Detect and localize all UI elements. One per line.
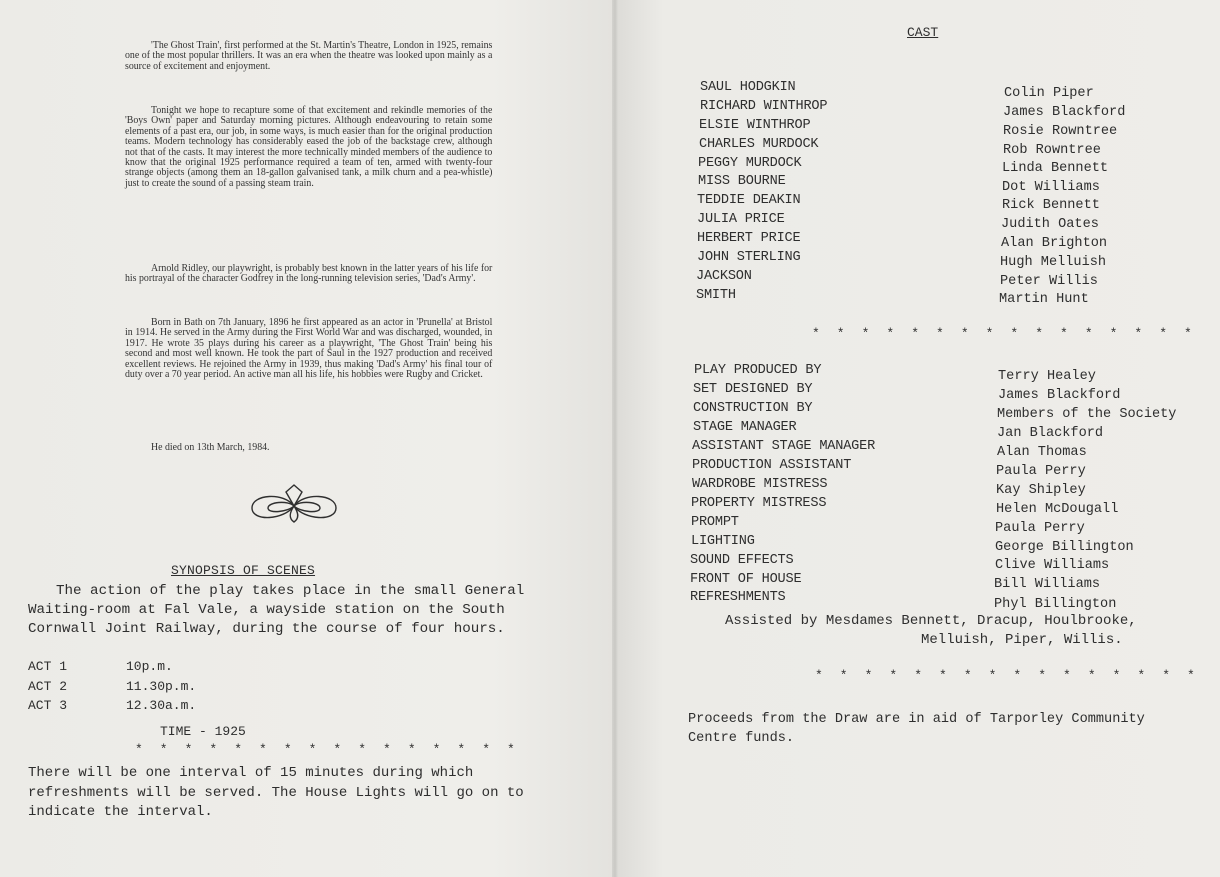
crew-role: ASSISTANT STAGE MANAGER bbox=[692, 439, 876, 454]
cast-role: SMITH bbox=[696, 288, 736, 303]
cast-actor: Colin Piper bbox=[1004, 86, 1094, 101]
cast-role: PEGGY MURDOCK bbox=[698, 156, 802, 171]
cast-role: MISS BOURNE bbox=[698, 174, 786, 189]
crew-name: Members of the Society bbox=[997, 407, 1177, 422]
interval-note: There will be one interval of 15 minutes during which refreshments will be served. The House Lights will go on to indicate the interval. bbox=[28, 765, 524, 820]
cast-role: JACKSON bbox=[696, 269, 752, 284]
crew-role: STAGE MANAGER bbox=[693, 420, 797, 435]
crew-name: Alan Thomas bbox=[997, 445, 1087, 460]
crew-role: SET DESIGNED BY bbox=[693, 382, 813, 397]
cast-actor: Hugh Melluish bbox=[1000, 255, 1107, 270]
assisted-line-1: Assisted by Mesdames Bennett, Dracup, Houlbrooke, bbox=[725, 613, 1137, 629]
cast-role: HERBERT PRICE bbox=[697, 231, 801, 246]
period-line: TIME - 1925 bbox=[160, 724, 246, 739]
star-divider: * * * * * * * * * * * * * * * * bbox=[135, 742, 520, 757]
cast-role: JULIA PRICE bbox=[697, 212, 785, 227]
cast-role: RICHARD WINTHROP bbox=[700, 99, 828, 114]
crew-name: Phyl Billington bbox=[994, 597, 1117, 612]
crew-role: PLAY PRODUCED BY bbox=[694, 363, 822, 378]
crew-name: Paula Perry bbox=[996, 464, 1086, 479]
crew-role: WARDROBE MISTRESS bbox=[692, 477, 828, 492]
intro-paragraph-3: Arnold Ridley, our playwright, is probably best known in the latter years of his life for his portrayal of the character Godfrey in the long-running television series, 'Dad's Army'. bbox=[125, 263, 493, 285]
cast-actor: Rob Rowntree bbox=[1003, 143, 1101, 158]
cast-actor: Dot Williams bbox=[1002, 180, 1100, 195]
act-time: 12.30a.m. bbox=[126, 698, 197, 713]
crew-role: SOUND EFFECTS bbox=[690, 553, 794, 568]
assisted-line-2: Melluish, Piper, Willis. bbox=[921, 632, 1123, 648]
cast-actor: Peter Willis bbox=[1000, 274, 1098, 289]
proceeds-note: Proceeds from the Draw are in aid of Tarporley Community Centre funds. bbox=[688, 712, 1145, 746]
crew-name: Paula Perry bbox=[995, 521, 1085, 536]
crew-name: Helen McDougall bbox=[996, 502, 1119, 517]
cast-actor: Martin Hunt bbox=[999, 292, 1089, 307]
crew-name: Bill Williams bbox=[994, 577, 1101, 592]
crew-name: Clive Williams bbox=[995, 558, 1110, 573]
ornament-flourish-icon bbox=[244, 482, 344, 528]
act-row bbox=[28, 679, 196, 694]
cast-actor: Judith Oates bbox=[1001, 217, 1099, 232]
cast-actor: Rosie Rowntree bbox=[1003, 124, 1118, 139]
crew-role: FRONT OF HOUSE bbox=[690, 572, 802, 587]
star-divider: * * * * * * * * * * * * * * * * bbox=[812, 326, 1197, 341]
crew-name: Terry Healey bbox=[998, 369, 1096, 384]
cast-actor: Rick Bennett bbox=[1002, 198, 1100, 213]
act-label: ACT 2 bbox=[28, 679, 68, 694]
act-row bbox=[28, 698, 196, 713]
cast-role: CHARLES MURDOCK bbox=[699, 137, 819, 152]
cast-title: CAST bbox=[907, 25, 939, 40]
crew-role: PROPERTY MISTRESS bbox=[691, 496, 827, 511]
intro-paragraph-1: 'The Ghost Train', first performed at the St. Martin's Theatre, London in 1925, remains one of the most popular thrillers. It was an era when the theatre was looked upon mainly as a source of excitement and enjoyment. bbox=[125, 40, 493, 72]
cast-role: JOHN STERLING bbox=[697, 250, 801, 265]
synopsis-text: The action of the play takes place in the small General Waiting-room at Fal Vale, a wayside station on the South Cornwall Joint Railway, during the course of four hours. bbox=[28, 583, 525, 637]
act-time: 11.30p.m. bbox=[126, 679, 197, 694]
intro-paragraph-4: Born in Bath on 7th January, 1896 he first appeared as an actor in 'Prunella' at Bristol in 1914. He served in the Army during the First World War and was discharged, wounded, in 1917. He wrote 35 plays during his career as a playwright, 'The Ghost Train' being his second and most well known. He took the part of Saul in the 1927 production and received excellent reviews. He rejoined the Army in 1939, thus making 'Dad's Army' his final tour of duty over a 70 year period. An active man all his life, his hobbies were Rugby and Cricket. bbox=[125, 317, 493, 381]
crew-role: PRODUCTION ASSISTANT bbox=[692, 458, 852, 473]
crew-name: Jan Blackford bbox=[997, 426, 1104, 441]
intro-paragraph-2: Tonight we hope to recapture some of that excitement and rekindle memories of the 'Boys Own' paper and Saturday morning pictures. Although endeavouring to retain some elements of a past era, our job, in some ways, is much easier than for the original production teams. Modern technology has considerably eased the job of the backstage crew, although not that of the casts. It may interest the more technically minded members of the audience to know that the original 1925 performance required a team of ten, armed with twenty-four strange objects (among them an 18-gallon galvanised tank, a milk churn and a pea-whistle) just to create the sound of a passing steam train. bbox=[125, 105, 493, 189]
cast-role: ELSIE WINTHROP bbox=[699, 118, 811, 133]
crew-name: Kay Shipley bbox=[996, 483, 1086, 498]
cast-actor: Linda Bennett bbox=[1002, 161, 1109, 176]
cast-role: TEDDIE DEAKIN bbox=[697, 193, 801, 208]
crew-name: George Billington bbox=[995, 540, 1134, 555]
act-label: ACT 1 bbox=[28, 659, 68, 674]
cast-actor: James Blackford bbox=[1003, 105, 1126, 120]
act-label: ACT 3 bbox=[28, 698, 68, 713]
crew-role: REFRESHMENTS bbox=[690, 590, 786, 605]
crew-role: LIGHTING bbox=[691, 534, 755, 549]
intro-paragraph-5: He died on 13th March, 1984. bbox=[151, 442, 270, 453]
cast-role: SAUL HODGKIN bbox=[700, 80, 796, 95]
crew-name: James Blackford bbox=[998, 388, 1121, 403]
act-time: 10p.m. bbox=[126, 659, 173, 674]
page-fold bbox=[612, 0, 618, 877]
crew-role: PROMPT bbox=[691, 515, 739, 530]
assisted-by-note bbox=[725, 612, 1205, 650]
act-row bbox=[28, 659, 173, 674]
star-divider: * * * * * * * * * * * * * * * * bbox=[815, 668, 1200, 683]
cast-actor: Alan Brighton bbox=[1001, 236, 1108, 251]
crew-role: CONSTRUCTION BY bbox=[693, 401, 813, 416]
synopsis-heading: SYNOPSIS OF SCENES bbox=[171, 563, 316, 578]
